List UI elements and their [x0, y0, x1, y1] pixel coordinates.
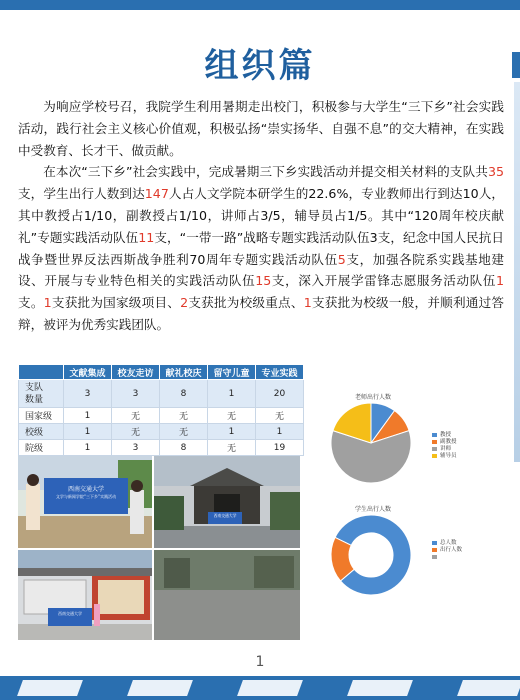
- legend-label: 讲师: [440, 446, 452, 452]
- table-cell: 无: [208, 440, 256, 456]
- banner-text: 西南交通大学: [213, 513, 237, 518]
- legend-item: [432, 439, 457, 446]
- text-run: 支，学生出行人数到达: [18, 186, 145, 202]
- legend-item: [432, 432, 457, 439]
- side-photo-strip: [514, 82, 520, 462]
- chart-title-students: 学生出行人数: [354, 506, 391, 513]
- photo-team-banner-outdoor: [18, 456, 152, 548]
- legend-label: 副教授: [440, 439, 457, 445]
- table-cell: 无: [160, 424, 208, 440]
- table-cell: 国家级: [19, 408, 64, 424]
- legend-swatch: [432, 440, 437, 444]
- table-cell: 无: [256, 408, 304, 424]
- page-number: 1: [255, 654, 265, 670]
- legend-item: [432, 540, 462, 547]
- legend-item: [432, 453, 457, 460]
- legend-swatch: [432, 555, 437, 559]
- highlight-number: 5: [337, 251, 346, 267]
- table-cell: 20: [256, 380, 304, 408]
- table-cell: 无: [160, 408, 208, 424]
- table-header-cell: 校友走访: [112, 365, 160, 380]
- table-cell: 无: [112, 424, 160, 440]
- table-header-cell: 专业实践: [256, 365, 304, 380]
- table-row: [19, 408, 304, 424]
- legend-label: 出行人数: [440, 547, 463, 553]
- table-cell: 校级: [19, 424, 64, 440]
- text-run: 支获批为校级重点、: [188, 295, 304, 311]
- photo-team-group: [154, 550, 300, 640]
- highlight-number: 2: [180, 295, 189, 311]
- paragraph-intro: [18, 96, 504, 161]
- table-cell: 1: [208, 380, 256, 408]
- table-cell: 无: [112, 408, 160, 424]
- legend-label: 教授: [440, 432, 452, 438]
- pie-chart-teachers: [326, 398, 416, 488]
- chart-title-teachers: 老师出行人数: [354, 394, 391, 401]
- highlight-number: 11: [138, 229, 155, 245]
- text-run: 支，加强各院系实践基地建设、开展与专业特色相关的实践活动队伍: [18, 251, 504, 289]
- table-cell: 支队 数量: [19, 380, 64, 408]
- body-text: [18, 96, 504, 336]
- page-title: 组织篇: [204, 46, 316, 86]
- legend-swatch: [432, 541, 437, 545]
- table-row: [19, 440, 304, 456]
- highlight-number: 147: [144, 186, 169, 202]
- legend-swatch: [432, 433, 437, 437]
- legend-item: [432, 446, 457, 453]
- table-cell: 8: [160, 440, 208, 456]
- highlight-number: 35: [487, 164, 504, 180]
- table-header-row: [19, 365, 304, 380]
- text-run: 为响应学校号召，我院学生利用暑期走出校门，积极参与大学生“三下乡”社会实践活动，践行社会主义核心价值观，积极弘扬“崇实扬华、自强不息”的交大精神，在实践中受教育、长才干、做贡献。: [18, 99, 504, 158]
- top-decorative-band: [0, 0, 520, 10]
- table-cell: 1: [64, 424, 112, 440]
- banner-subtext: 文学与新闻学院“三下乡”实践活动: [55, 494, 117, 499]
- table-row: [19, 424, 304, 440]
- table-header-cell: 献礼校庆: [160, 365, 208, 380]
- table-header-cell: [19, 365, 64, 380]
- table-cell: 3: [112, 440, 160, 456]
- table-cell: 无: [208, 408, 256, 424]
- table-cell: 1: [256, 424, 304, 440]
- legend-label: 总人数: [440, 540, 457, 546]
- donut-chart-students: [326, 510, 416, 600]
- paragraph-summary: [18, 161, 504, 335]
- legend-label: 辅导员: [440, 453, 457, 459]
- legend-swatch: [432, 454, 437, 458]
- table-cell: 3: [112, 380, 160, 408]
- text-run: 在本次“三下乡”社会实践中，完成暑期三下乡实践活动并提交相关材料的支队共: [43, 164, 488, 180]
- table-cell: 1: [64, 408, 112, 424]
- table-cell: 院级: [19, 440, 64, 456]
- table-header-cell: 文献集成: [64, 365, 112, 380]
- bottom-decorative-band: [0, 676, 520, 700]
- table-cell: 1: [64, 440, 112, 456]
- table-cell: 3: [64, 380, 112, 408]
- highlight-number: 1: [496, 273, 505, 289]
- text-run: 人占人文学院本研学生的22.6%，专业教师出行到达10人，其中教授占1/10，副教授占1/10，讲师占3/5，辅导员占1/5。其中“120周年校庆献礼”专题实践活动队伍: [18, 186, 504, 245]
- banner-text: 西南交通大学: [58, 611, 82, 616]
- highlight-number: 15: [255, 273, 272, 289]
- photo-team-at-building: [18, 550, 152, 640]
- legend-item: [432, 554, 462, 561]
- photo-team-at-gate: [154, 456, 300, 548]
- highlight-number: 1: [303, 295, 312, 311]
- text-run: 支获批为校级一般，并顺利通过答辩，被评为优秀实践团队。: [18, 295, 505, 332]
- text-run: 支获批为国家级项目、: [51, 295, 181, 311]
- text-run: 支，深入开展学雷锋志愿服务活动队伍: [271, 273, 496, 289]
- legend-swatch: [432, 447, 437, 451]
- table-row: [19, 380, 304, 408]
- highlight-number: 1: [43, 295, 52, 311]
- table-cell: 1: [208, 424, 256, 440]
- table-cell: 19: [256, 440, 304, 456]
- text-run: 支。: [18, 295, 44, 311]
- banner-text: 西南交通大学: [67, 486, 104, 493]
- legend-swatch: [432, 548, 437, 552]
- legend-item: [432, 547, 462, 554]
- table-cell: 8: [160, 380, 208, 408]
- stats-table: [18, 364, 304, 456]
- legend-teachers: [432, 432, 457, 460]
- legend-students: [432, 540, 462, 561]
- text-run: 支，“一带一路”战略专题实践活动队伍3支，纪念中国人民抗日战争暨世界反法西斯战争胜利70周年专题实践活动队伍: [18, 229, 504, 267]
- table-header-cell: 留守儿童: [208, 365, 256, 380]
